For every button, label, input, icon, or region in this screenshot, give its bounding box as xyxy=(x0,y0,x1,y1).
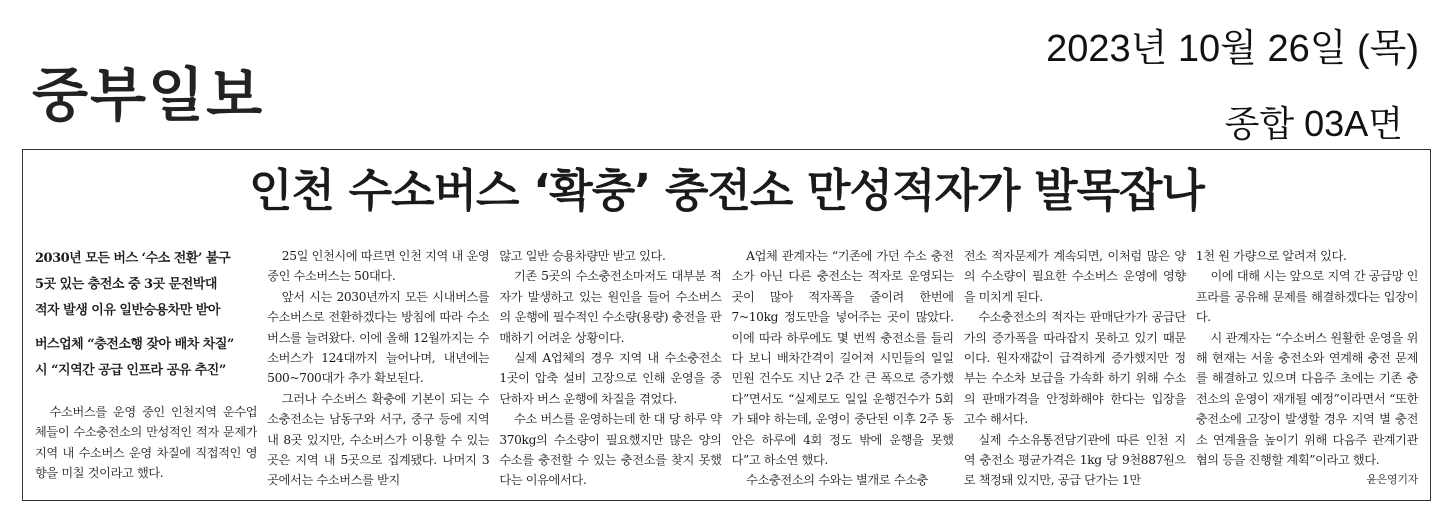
subheading-line: 2030년 모든 버스 ‘수소 전환’ 불구 xyxy=(35,251,231,266)
article-column-4 xyxy=(732,246,954,494)
body-paragraph-text: 시 관계자는 “수소버스 원활한 운영을 위해 현재는 서울 충전소와 연계해 충전 문제를 해결하고 있으며 다음주 초에는 기존 충전소의 운영이 재개될 예정”이라면서 “또한 충전소에 고장이 발생할 경우 지역 별 충전소 연계율을 높이기 위해 다음주 관계기관 협의 등을 진행할 계획”이라고 했다. xyxy=(1195,330,1419,468)
body-paragraph: 그러나 수소버스 확충에 기본이 되는 수소충전소는 남동구와 서구, 중구 등에 지역 내 8곳 있지만, 수소버스가 이용할 수 있는 곳은 지역 내 5곳으로 집계됐다. 나머지 3곳에서는 수소버스를 받지 xyxy=(267,391,490,488)
body-paragraph xyxy=(1195,328,1419,487)
reporter-byline: 윤은영기자 xyxy=(1366,473,1419,487)
subheading-line: 적자 발생 이유 일반승용차만 받아 xyxy=(35,303,220,318)
newspaper-masthead: 중부일보 xyxy=(32,61,265,129)
article-box xyxy=(22,149,1431,501)
article-column-3 xyxy=(499,246,721,494)
body-paragraph: 앞서 시는 2030년까지 모든 시내버스를 수소버스로 전환하겠다는 방침에 따라 수소버스를 늘려왔다. 이에 올해 12월까지는 수소버스가 124대까지 늘어나며, 내년에는 500~700대가 추가 확보된다. xyxy=(267,289,490,386)
article-column-5 xyxy=(964,246,1186,494)
body-paragraph: 전소 적자문제가 계속되면, 이처럼 많은 양의 수소량이 필요한 수소버스 운영에 영향을 미치게 된다. xyxy=(963,249,1186,304)
subheading-line: 버스업체 “충전소행 잦아 배차 차질” xyxy=(35,337,234,352)
body-paragraph: 수소충전소의 적자는 판매단가가 공급단가의 증가폭을 따라잡지 못하고 있기 때문이다. 원자재값이 급격하게 증가했지만 정부는 수소차 보급을 가속화 하기 위해 수소의 판매가격을 안정화해야 한다는 입장을 고수 해서다. xyxy=(963,310,1186,427)
article-column-2 xyxy=(267,246,489,494)
subheading-block-2 xyxy=(35,332,257,384)
subheading-block-1 xyxy=(35,246,257,324)
body-paragraph: 이에 대해 시는 앞으로 지역 간 공급망 인프라를 공유해 문제를 해결하겠다는 입장이다. xyxy=(1195,269,1419,325)
section-page-label: 종합 03A면 xyxy=(1224,103,1403,144)
body-paragraph: 1천 원 가량으로 알려져 있다. xyxy=(1195,249,1347,263)
body-paragraph: 25일 인천시에 따르면 인천 지역 내 운영 중인 수소버스는 50대다. xyxy=(267,249,490,284)
body-paragraph: 기존 5곳의 수소충전소마저도 대부분 적자가 발생하고 있는 원인을 들어 수소버스의 운행에 필수적인 수소량(용량) 충전을 판매하기 어려운 상황이다. xyxy=(499,269,722,345)
publication-date: 2023년 10월 26일 (목) xyxy=(1046,28,1419,70)
body-paragraph: 수소 버스를 운영하는데 한 대 당 하루 약 370kg의 수소량이 필요했지만 많은 양의 수소를 충전할 수 있는 충전소를 찾지 못했다는 이유에서다. xyxy=(499,412,722,488)
subheading-line: 5곳 있는 충전소 중 3곳 문전박대 xyxy=(35,277,217,292)
body-paragraph: 수소버스를 운영 중인 인천지역 운수업체들이 수소충전소의 만성적인 적자 문제가 지역 내 수소버스 운영 차질에 직접적인 영향을 미칠 것이라고 했다. xyxy=(35,405,258,481)
body-paragraph: 실제 A업체의 경우 지역 내 수소충전소 1곳이 압축 설비 고장으로 인해 운영을 중단하자 버스 운행에 차질을 겪었다. xyxy=(499,351,722,406)
subheading-line: 시 “지역간 공급 인프라 공유 추진” xyxy=(35,363,226,378)
body-paragraph: 실제 수소유통전담기관에 따른 인천 지역 충전소 평균가격은 1kg 당 9천887원으로 책정돼 있지만, 공급 단가는 1만 xyxy=(963,432,1186,488)
article-headline: 인천 수소버스 ‘확충’ 충전소 만성적자가 발목잡나 xyxy=(249,164,1204,217)
body-paragraph: 수소충전소의 수와는 별개로 수소충 xyxy=(746,473,929,488)
article-column-6 xyxy=(1196,246,1418,494)
body-paragraph: A업체 관계자는 “기존에 가던 수소 충전소가 아닌 다른 충전소는 적자로 운영되는 곳이 많아 적자폭을 줄이려 한번에 7~10kg 정도만을 넣어주는 곳이 많았다. 이에 따라 하루에도 몇 번씩 충전소를 들리다 보니 배차간격이 길어져 시민들의 일일 민원 건수도 지난 2주 간 큰 폭으로 증가했다”면서도 “실제로도 일일 운행건수가 5회가 돼야 하는데, 운영이 중단된 이후 2주 동안은 하루에 4회 정도 밖에 운행을 못했다”고 하소연 했다. xyxy=(731,249,954,468)
body-paragraph: 않고 일반 승용차량만 받고 있다. xyxy=(499,249,666,263)
article-columns xyxy=(35,246,1418,494)
article-column-1 xyxy=(35,246,257,494)
